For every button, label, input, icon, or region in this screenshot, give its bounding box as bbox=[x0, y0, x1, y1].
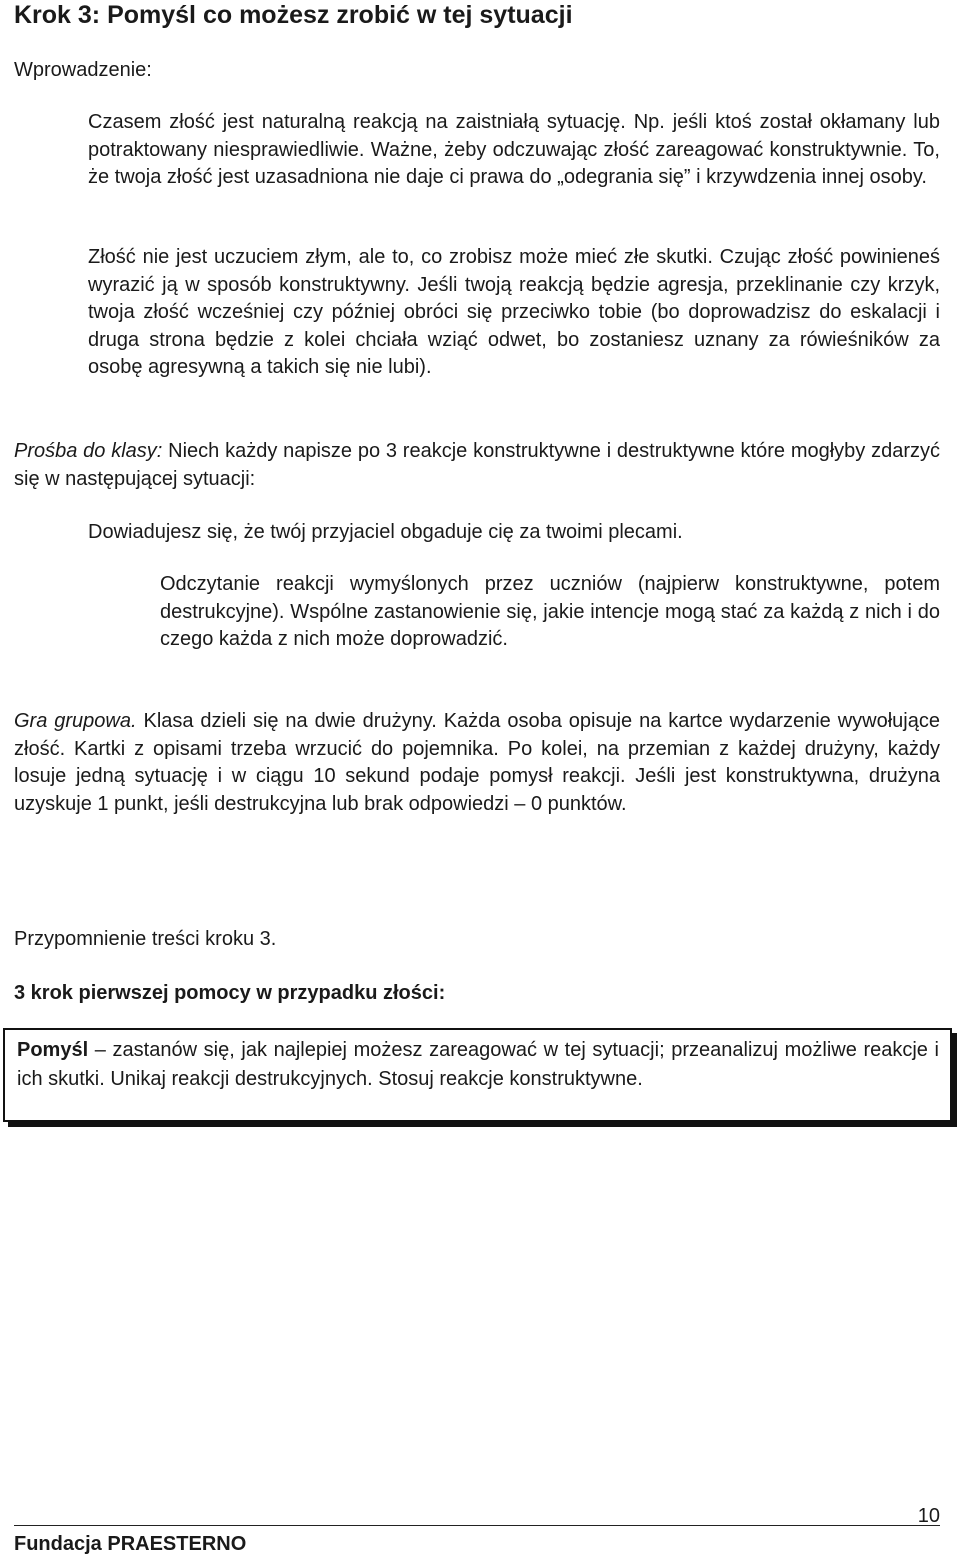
footer-divider bbox=[14, 1525, 940, 1526]
group-game-text: Klasa dzieli się na dwie drużyny. Każda osoba opisuje na kartce wydarzenie wywołujące złość. Kartki z opisami trzeba wrzucić do pojemnika. Po kolei, na przemian z każdej drużyny, każdy losuje jedną sytuację i w ciągu 10 sekund podaje pomysł reakcji. Jeśli jest konstruktywna, drużyna uzyskuje 1 punkt, jeśli destrukcyjna lub brak odpowiedzi – 0 punktów. bbox=[14, 710, 940, 815]
summary-box bbox=[3, 1028, 952, 1122]
intro-label: Wprowadzenie: bbox=[14, 59, 152, 81]
group-game-label: Gra grupowa. bbox=[14, 710, 137, 732]
summary-term: Pomyśl bbox=[17, 1039, 89, 1061]
step-title: 3 krok pierwszej pomocy w przypadku złości: bbox=[14, 982, 446, 1004]
class-request-text: Niech każdy napisze po 3 reakcje konstruktywne i destruktywne które mogłyby zdarzyć się w następującej sytuacji: bbox=[14, 440, 940, 490]
class-request-label: Prośba do klasy: bbox=[14, 440, 163, 462]
group-game-paragraph bbox=[14, 708, 940, 818]
situation-text: Dowiadujesz się, że twój przyjaciel obgaduje cię za twoimi plecami. bbox=[88, 521, 683, 543]
intro-paragraph-2: Złość nie jest uczuciem złym, ale to, co zrobisz może mieć złe skutki. Czując złość powinieneś wyrazić ją w sposób konstruktywny. Jeśli twoją reakcją będzie agresja, przeklinanie czy krzyk, twoja złość wcześniej czy później obróci się przeciwko tobie (bo doprowadzisz do eskalacji i druga strona będzie z kolei chciała wziąć odwet, bo zostaniesz uznany za rówieśników za osobę agresywną a takich się nie lubi). bbox=[88, 246, 940, 378]
reminder-text: Przypomnienie treści kroku 3. bbox=[14, 928, 277, 950]
page-number: 10 bbox=[917, 1505, 940, 1527]
class-request-paragraph bbox=[14, 438, 940, 493]
page-heading: Krok 3: Pomyśl co możesz zrobić w tej sytuacji bbox=[14, 1, 573, 29]
intro-paragraph-1: Czasem złość jest naturalną reakcją na zaistniałą sytuację. Np. jeśli ktoś został okłamany lub potraktowany niesprawiedliwie. Ważne, żeby odczuwając złość zareagować konstruktywnie. To, że twoja złość jest uzasadniona nie daje ci prawa do „odegrania się” i krzywdzenia innej osoby. bbox=[88, 111, 940, 188]
summary-box-text bbox=[17, 1036, 939, 1094]
footer-organization: Fundacja PRAESTERNO bbox=[14, 1533, 247, 1555]
summary-description: – zastanów się, jak najlepiej możesz zareagować w tej sytuacji; przeanalizuj możliwe reakcje i ich skutki. Unikaj reakcji destrukcyjnych. Stosuj reakcje konstruktywne. bbox=[17, 1039, 939, 1090]
reading-reactions-paragraph: Odczytanie reakcji wymyślonych przez uczniów (najpierw konstruktywne, potem destrukcyjne). Wspólne zastanowienie się, jakie intencje mogą stać za każdą z nich i do czego każda z nich może doprowadzić. bbox=[160, 573, 940, 650]
